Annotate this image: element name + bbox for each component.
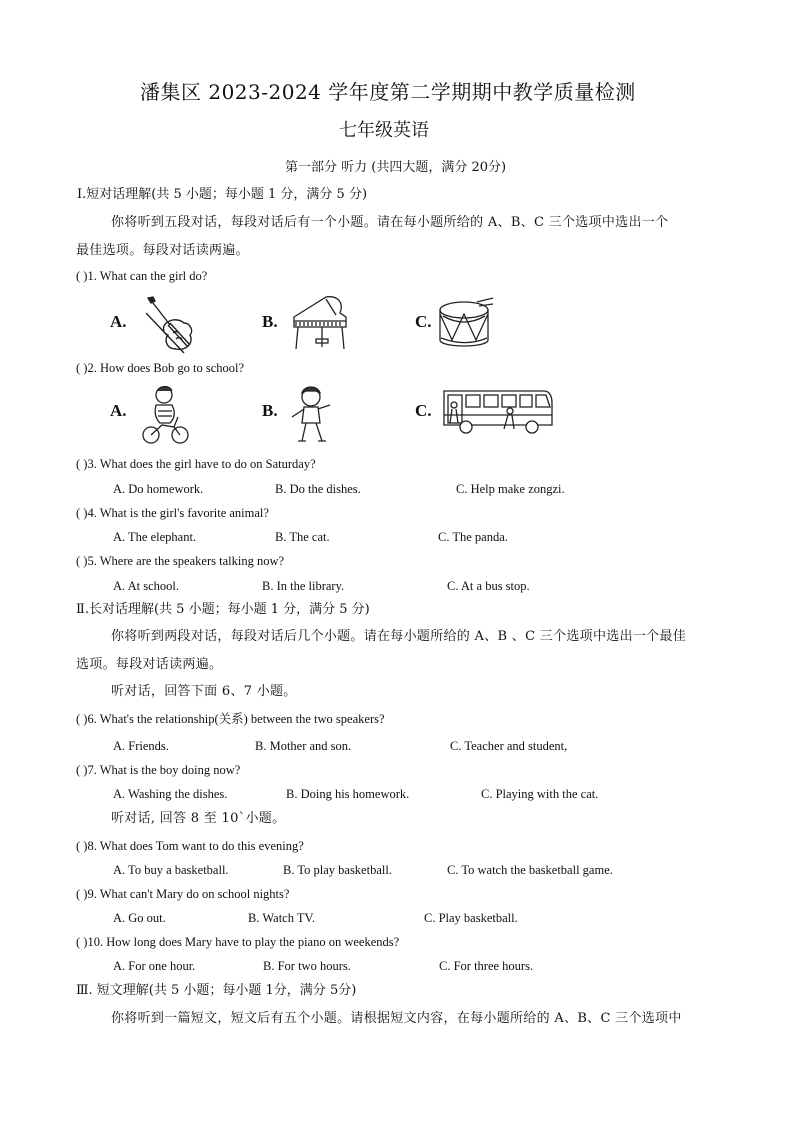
section-3-instructions: 你将听到一篇短文，短文后有五个小题。请根据短文内容，在每小题所给的 A、B、C 三个选项中: [111, 1011, 682, 1026]
section-1-heading: Ⅰ.短对话理解(共 5 小题；每小题 1 分，满分 5 分): [77, 187, 368, 202]
q5-option-a: A. At school.: [113, 579, 179, 593]
exam-subtitle: 七年级英语: [339, 120, 429, 141]
question-4: ( )4. What is the girl's favorite animal?: [76, 506, 269, 520]
section-2-note-1: 听对话，回答下面 6、7 小题。: [111, 684, 297, 699]
q5-option-b: B. In the library.: [262, 579, 345, 593]
part-heading: 第一部分 听力 (共四大题，满分 20分): [285, 160, 507, 175]
q3-option-c: C. Help make zongzi.: [456, 482, 565, 496]
q8-option-b: B. To play basketball.: [283, 863, 392, 877]
q9-option-b: B. Watch TV.: [248, 911, 316, 925]
question-9: ( )9. What can't Mary do on school nights?: [76, 887, 290, 901]
q8-option-c: C. To watch the basketball game.: [447, 863, 613, 877]
q2-option-c-label: C.: [415, 401, 432, 420]
q1-option-c-label: C.: [415, 312, 432, 331]
q3-option-a: A. Do homework.: [113, 482, 204, 496]
drum-icon: [437, 296, 495, 354]
violin-icon: [140, 295, 202, 355]
question-5: ( )5. Where are the speakers talking now?: [76, 554, 285, 568]
bus-icon: [440, 385, 556, 437]
q4-option-b: B. The cat.: [275, 530, 330, 544]
q7-option-b: B. Doing his homework.: [286, 787, 410, 801]
section-2-instructions-cont: 选项。每段对话读两遍。: [76, 657, 223, 672]
q2-option-a-label: A.: [110, 401, 127, 420]
piano-icon: [286, 295, 356, 353]
q5-option-c: C. At a bus stop.: [447, 579, 530, 593]
q7-option-c: C. Playing with the cat.: [481, 787, 599, 801]
q8-option-a: A. To buy a basketball.: [113, 863, 229, 877]
bike-icon: [140, 385, 190, 447]
q1-option-a-label: A.: [110, 312, 127, 331]
section-3-heading: Ⅲ. 短文理解(共 5 小题；每小题 1分，满分 5分): [76, 983, 357, 998]
q4-option-a: A. The elephant.: [113, 530, 197, 544]
q10-option-a: A. For one hour.: [113, 959, 196, 973]
q6-option-a: A. Friends.: [113, 739, 169, 753]
q4-option-c: C. The panda.: [438, 530, 508, 544]
question-7: ( )7. What is the boy doing now?: [76, 763, 241, 777]
q10-option-c: C. For three hours.: [439, 959, 534, 973]
q6-option-c: C. Teacher and student,: [450, 739, 568, 753]
section-2-heading: Ⅱ.长对话理解(共 5 小题；每小题 1 分，满分 5 分): [76, 602, 370, 617]
q6-option-b: B. Mother and son.: [255, 739, 352, 753]
walking-boy-icon: [286, 385, 336, 447]
exam-title: 潘集区 2023-2024 学年度第二学期期中教学质量检测: [140, 80, 636, 104]
question-3: ( )3. What does the girl have to do on Saturday?: [76, 457, 316, 471]
q9-option-c: C. Play basketball.: [424, 911, 518, 925]
question-8: ( )8. What does Tom want to do this evening?: [76, 839, 304, 853]
question-2: ( )2. How does Bob go to school?: [76, 361, 245, 375]
section-1-instructions-cont: 最佳选项。每段对话读两遍。: [76, 243, 249, 258]
q2-option-b-label: B.: [262, 401, 278, 420]
question-6: ( )6. What's the relationship(关系) between the two speakers?: [76, 712, 385, 726]
q9-option-a: A. Go out.: [113, 911, 166, 925]
section-1-instructions: 你将听到五段对话，每段对话后有一个小题。请在每小题所给的 A、B、C 三个选项中选出一个: [111, 215, 669, 230]
q10-option-b: B. For two hours.: [263, 959, 351, 973]
question-10: ( )10. How long does Mary have to play the piano on weekends?: [76, 935, 400, 949]
q7-option-a: A. Washing the dishes.: [113, 787, 228, 801]
q3-option-b: B. Do the dishes.: [275, 482, 361, 496]
q1-option-b-label: B.: [262, 312, 278, 331]
question-1: ( )1. What can the girl do?: [76, 269, 208, 283]
section-2-note-2: 听对话, 回答 8 至 10`小题。: [111, 811, 286, 826]
section-2-instructions: 你将听到两段对话，每段对话后几个小题。请在每小题所给的 A、B 、C 三个选项中选出一个最佳: [111, 629, 687, 644]
